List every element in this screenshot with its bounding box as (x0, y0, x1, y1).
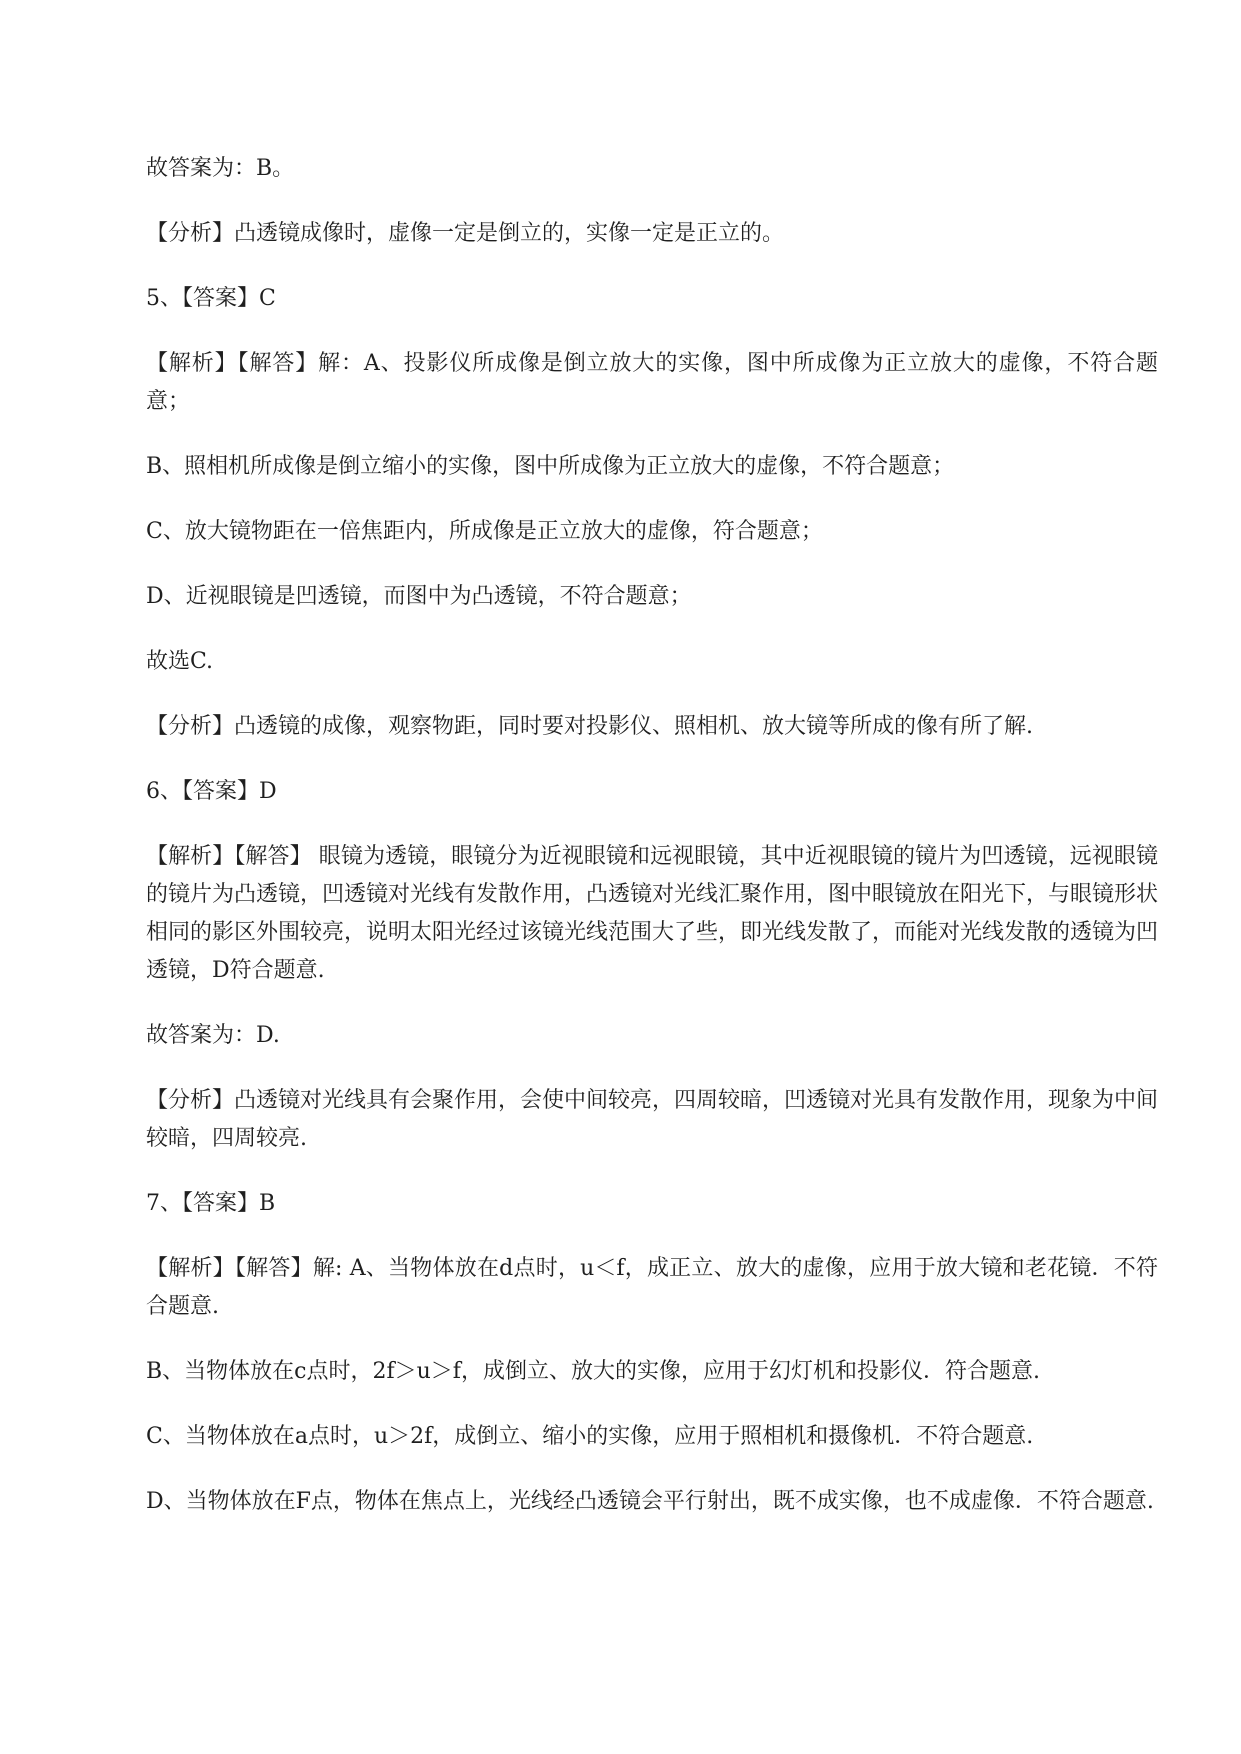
question-6-answer: 6、【答案】D (146, 779, 277, 804)
question-5-option-c: C、放大镜物距在一倍焦距内，所成像是正立放大的虚像，符合题意； (146, 519, 823, 544)
question-5-explanation: 【解析】【解答】解：A、投影仪所成像是倒立放大的实像，图中所成像为正立放大的虚像，不符合题意； (146, 351, 1158, 414)
question-6-analysis: 【分析】凸透镜对光线具有会聚作用，会使中间较亮，四周较暗，凹透镜对光具有发散作用，现象为中间较暗，四周较亮. (146, 1088, 1159, 1151)
question-5-option-b: B、照相机所成像是倒立缩小的实像，图中所成像为正立放大的虚像，不符合题意； (146, 454, 955, 479)
question-6-explanation: 【解析】【解答】 眼镜为透镜，眼镜分为近视眼镜和远视眼镜，其中近视眼镜的镜片为凹透镜，远视眼镜的镜片为凸透镜，凹透镜对光线有发散作用，凸透镜对光线汇聚作用，图中眼镜放在阳光下，与眼镜形状相同的影区外围较亮，说明太阳光经过该镜光线范围大了些，即光线发散了，而能对光线发散的透镜为凹透镜，D符合题意. (146, 844, 1159, 983)
answer-line: 故答案为：B。 (146, 156, 295, 181)
page-body (146, 150, 1158, 1548)
question-6-choice: 故答案为：D. (146, 1023, 280, 1048)
analysis-paragraph: 【分析】凸透镜成像时，虚像一定是倒立的，实像一定是正立的。 (146, 221, 785, 246)
question-7-explanation: 【解析】【解答】解: A、当物体放在d点时，u＜f，成正立、放大的虚像，应用于放大镜和老花镜．不符合题意. (146, 1256, 1158, 1319)
question-5-option-d: D、近视眼镜是凹透镜，而图中为凸透镜，不符合题意； (146, 584, 692, 609)
question-7-option-b: B、当物体放在c点时，2f＞u＞f，成倒立、放大的实像，应用于幻灯机和投影仪．符合题意. (146, 1359, 1040, 1384)
question-7-answer: 7、【答案】B (146, 1191, 276, 1216)
question-5-choice: 故选C. (146, 649, 214, 674)
question-7-option-d: D、当物体放在F点，物体在焦点上，光线经凸透镜会平行射出，既不成实像，也不成虚像．不符合题意. (146, 1489, 1154, 1514)
question-5-analysis: 【分析】凸透镜的成像，观察物距，同时要对投影仪、照相机、放大镜等所成的像有所了解. (146, 714, 1033, 739)
question-7-option-c: C、当物体放在a点时，u＞2f，成倒立、缩小的实像，应用于照相机和摄像机．不符合题意. (146, 1424, 1034, 1449)
question-5-answer: 5、【答案】C (146, 286, 276, 311)
